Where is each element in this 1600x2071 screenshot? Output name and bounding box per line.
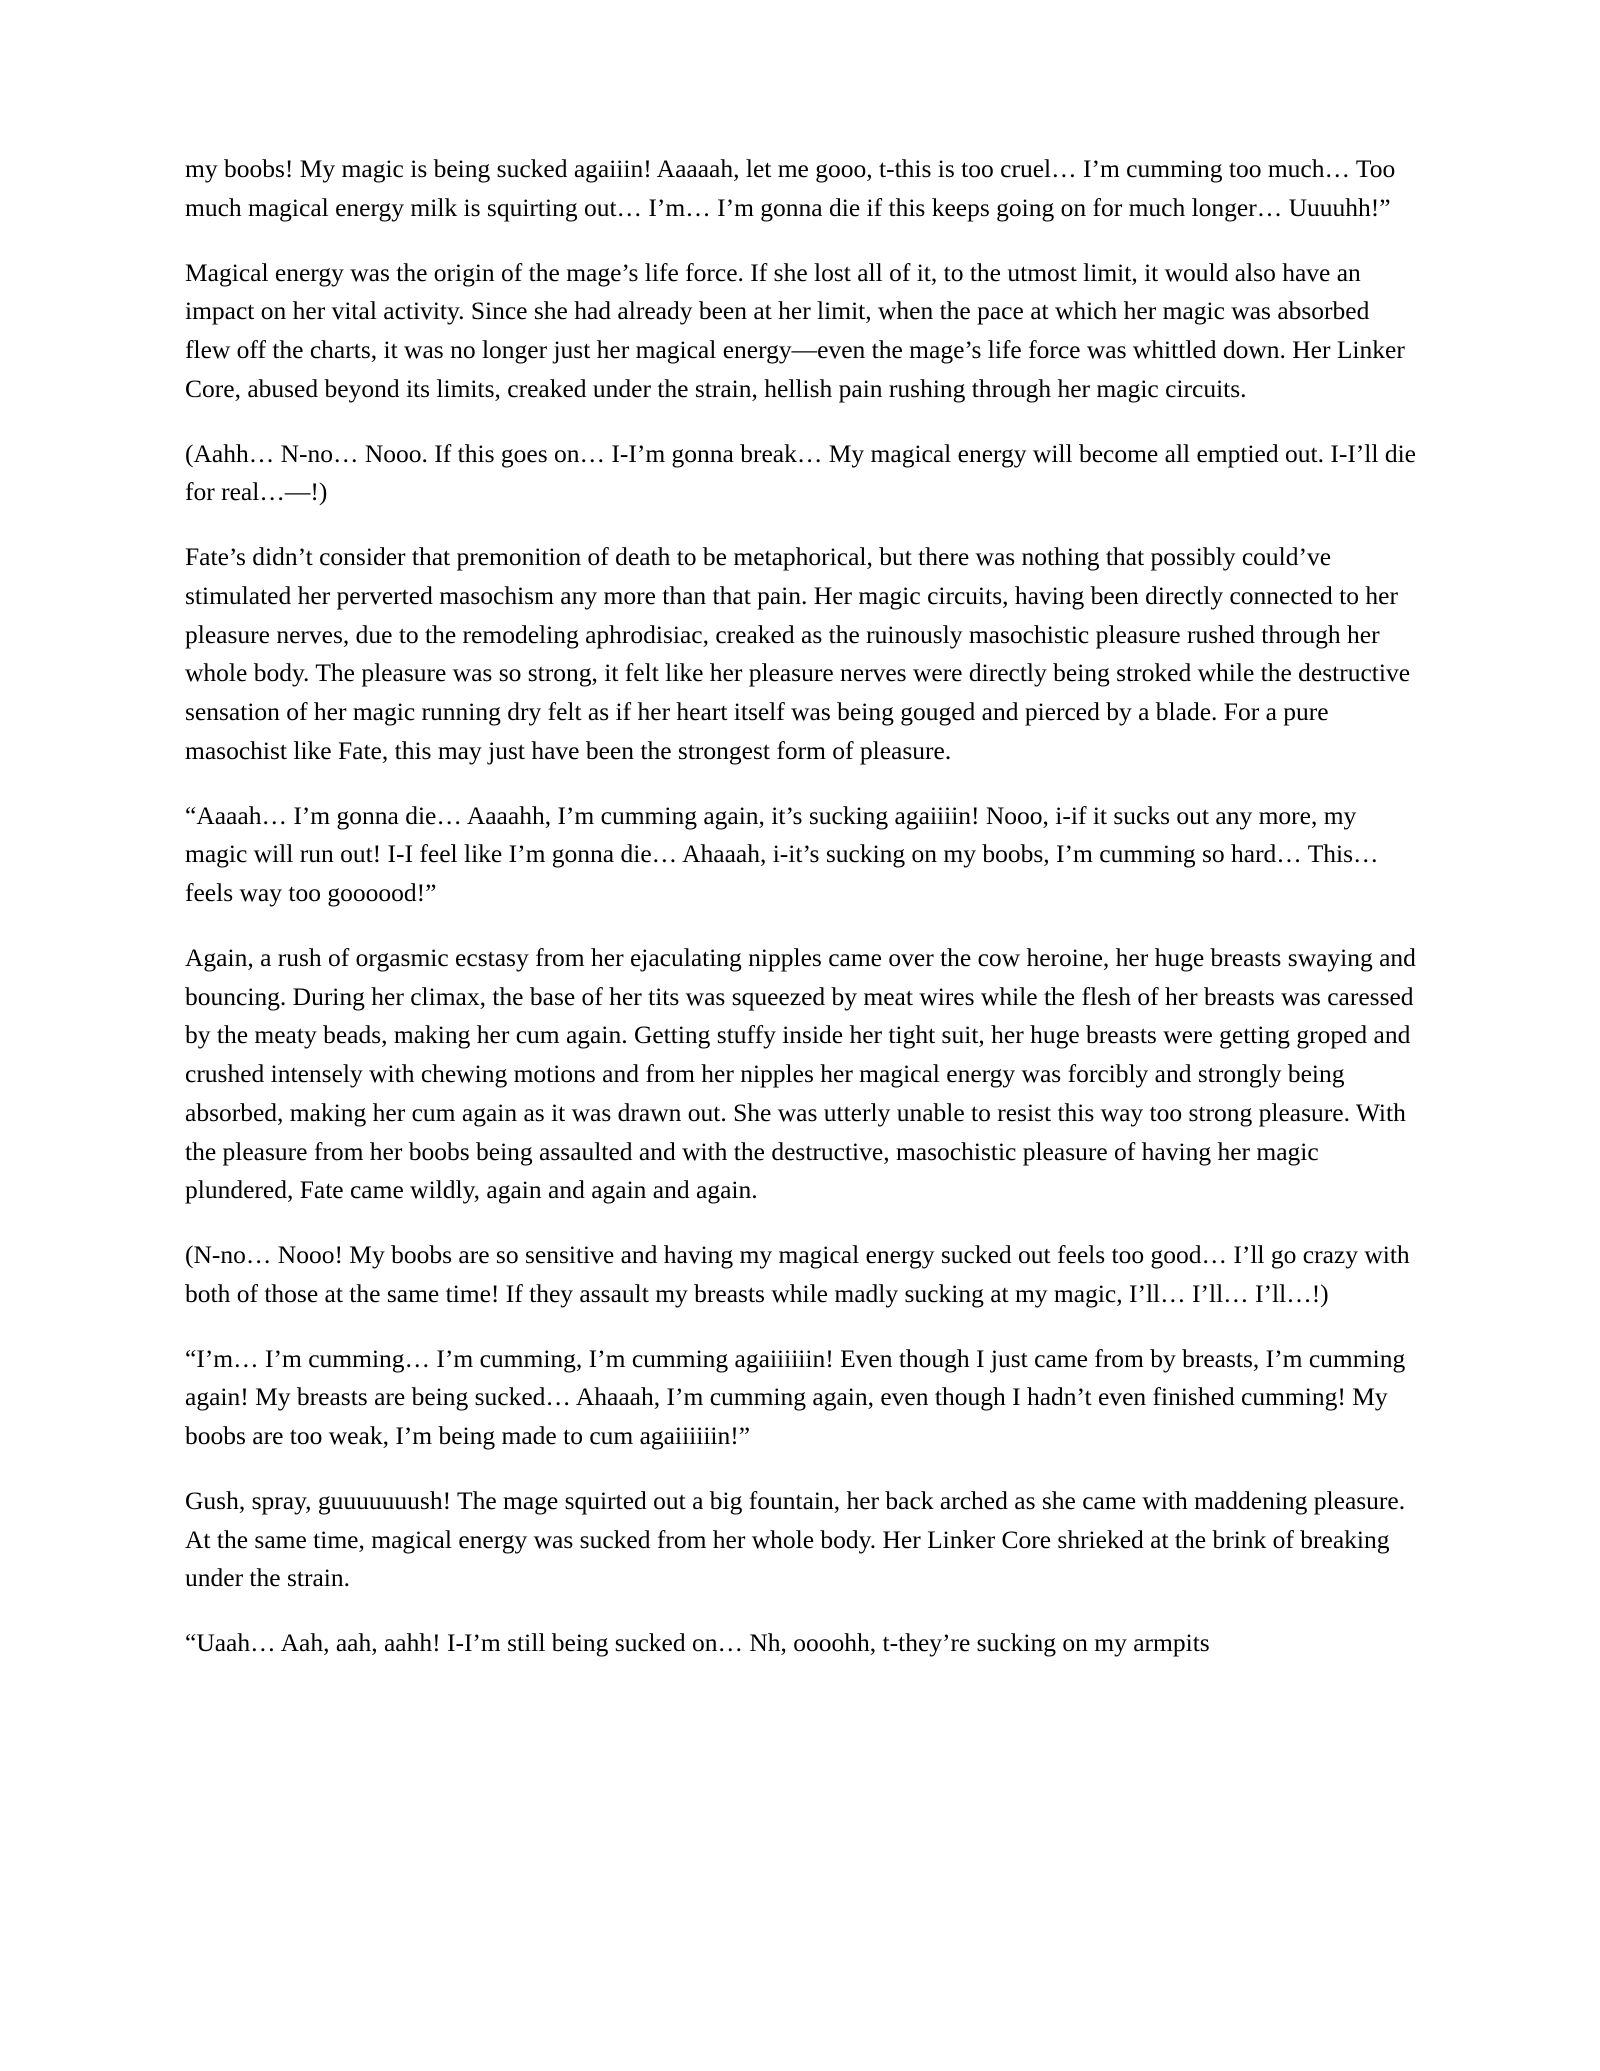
paragraph: “I’m… I’m cumming… I’m cumming, I’m cumming agaiiiiiin! Even though I just came from by breasts, I’m cumming again! My breasts are being sucked… Ahaaah, I’m cumming again, even though I hadn’t even finished cumming! My boobs are too weak, I’m being made to cum agaiiiiiin!”	[185, 1343, 1406, 1450]
paragraph: Again, a rush of orgasmic ecstasy from her ejaculating nipples came over the cow heroine, her huge breasts swaying and bouncing. During her climax, the base of her tits was squeezed by meat wires while the flesh of her breasts was caressed by the meaty beads, making her cum again. Getting stuffy inside her tight suit, her huge breasts were getting groped and crushed intensely with chewing motions and from her nipples her magical energy was forcibly and strongly being absorbed, making her cum again as it was drawn out. She was utterly unable to resist this way too strong pleasure. With the pleasure from her boobs being assaulted and with the destructive, masochistic pleasure of having her magic plundered, Fate came wildly, again and again and again.	[185, 942, 1416, 1205]
paragraph: “Uaah… Aah, aah, aahh! I-I’m still being sucked on… Nh, oooohh, t-they’re sucking on my armpits	[185, 1628, 1210, 1657]
paragraph: Fate’s didn’t consider that premonition of death to be metaphorical, but there was nothing that possibly could’ve stimulated her perverted masochism any more than that pain. Her magic circuits, having been directly connected to her pleasure nerves, due to the remodeling aphrodisiac, creaked as the ruinously masochistic pleasure rushed through her whole body. The pleasure was so strong, it felt like her pleasure nerves were directly being stroked while the destructive sensation of her magic running dry felt as if her heart itself was being gouged and pierced by a blade. For a pure masochist like Fate, this may just have been the strongest form of pleasure.	[185, 542, 1411, 765]
paragraph: “Aaaah… I’m gonna die… Aaaahh, I’m cumming again, it’s sucking agaiiiin! Nooo, i-if it sucks out any more, my magic will run out! I-I feel like I’m gonna die… Ahaaah, i-it’s sucking on my boobs, I’m cumming so hard… This… feels way too goooood!”	[185, 800, 1379, 907]
paragraph: (N-no… Nooo! My boobs are so sensitive and having my magical energy sucked out feels too good… I’ll go crazy with both of those at the same time! If they assault my breasts while madly sucking at my magic, I’ll… I’ll… I’ll…!)	[185, 1240, 1410, 1308]
paragraph: my boobs! My magic is being sucked agaiiin! Aaaaah, let me gooo, t-this is too cruel… I’m cumming too much… Too much magical energy milk is squirting out… I’m… I’m gonna die if this keeps going on for much longer… Uuuuhh!”	[185, 154, 1396, 222]
paragraph: Magical energy was the origin of the mage’s life force. If she lost all of it, to the utmost limit, it would also have an impact on her vital activity. Since she had already been at her limit, when the pace at which her magic was absorbed flew off the charts, it was no longer just her magical energy—even the mage’s life force was whittled down. Her Linker Core, abused beyond its limits, creaked under the strain, hellish pain rushing through her magic circuits.	[185, 257, 1405, 403]
paragraph: (Aahh… N-no… Nooo. If this goes on… I-I’m gonna break… My magical energy will become all emptied out. I-I’ll die for real…—!)	[185, 438, 1416, 507]
document-body	[185, 150, 1420, 1663]
paragraph: Gush, spray, guuuuuuush! The mage squirted out a big fountain, her back arched as she came with maddening pleasure. At the same time, magical energy was sucked from her whole body. Her Linker Core shrieked at the brink of breaking under the strain.	[185, 1485, 1406, 1593]
